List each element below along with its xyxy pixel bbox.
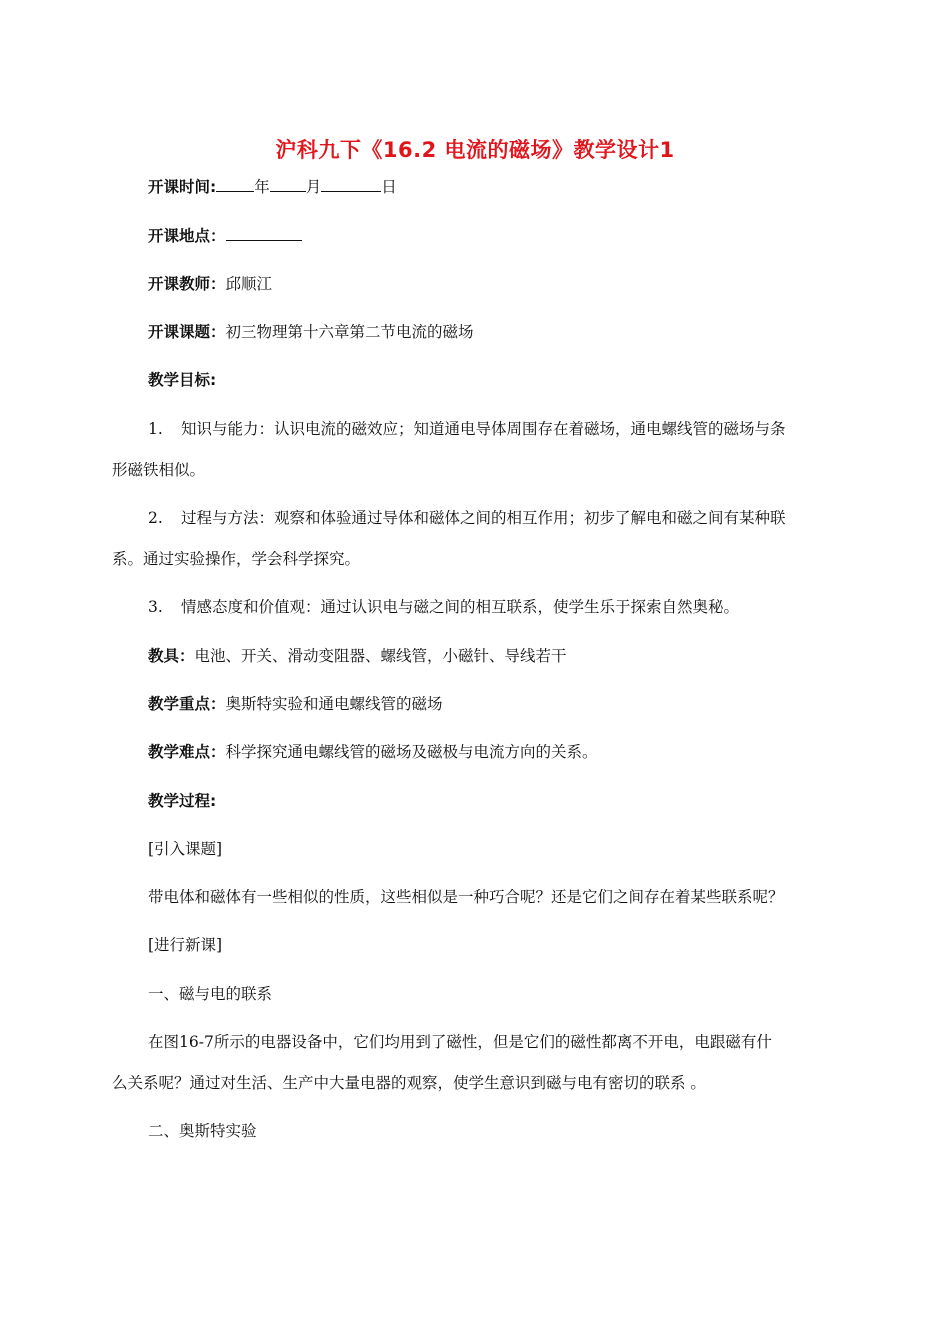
section-1-heading: 一、磁与电的联系 <box>148 985 273 1003</box>
goal-1-text: 知识与能力：认识电流的磁效应；知道通电导体周围存在着磁场，通电螺线管的磁场与条 <box>181 420 786 438</box>
key-label: 教学重点： <box>148 695 226 713</box>
goal-3-text: 情感态度和价值观：通过认识电与磁之间的相互联系，使学生乐于探索自然奥秘。 <box>181 598 740 616</box>
goal-3-line1 <box>148 597 739 617</box>
topic-line <box>148 322 474 342</box>
goal-2-text: 过程与方法：观察和体验通过导体和磁体之间的相互作用；初步了解电和磁之间有某种联 <box>181 509 786 527</box>
topic-label: 开课课题： <box>148 323 226 341</box>
tools-label: 教具： <box>148 647 195 665</box>
key-line <box>148 694 443 714</box>
year-text: 年 <box>254 178 270 196</box>
goals-heading <box>148 370 216 390</box>
goal-2-line1 <box>148 508 786 528</box>
teacher-value: 邱顺江 <box>225 275 273 293</box>
process-label: 教学过程: <box>148 792 217 810</box>
intro-heading: [引入课题] <box>148 840 223 858</box>
place-blank <box>226 226 302 241</box>
section-2-heading: 二、奥斯特实验 <box>148 1122 257 1140</box>
teacher-label: 开课教师： <box>148 275 226 293</box>
document-title: 沪科九下《16.2 电流的磁场》教学设计1 <box>275 138 675 162</box>
goal-1-line2: 形磁铁相似。 <box>112 461 206 479</box>
place-label: 开课地点： <box>148 227 226 245</box>
topic-value: 初三物理第十六章第二节电流的磁场 <box>225 323 474 341</box>
place-line <box>148 226 302 246</box>
process-heading <box>148 791 216 811</box>
intro-text: 带电体和磁体有一些相似的性质，这些相似是一种巧合呢？还是它们之间存在着某些联系呢？ <box>148 888 784 906</box>
goal-3-num: 3. <box>148 598 163 616</box>
month-text: 月 <box>305 178 322 196</box>
section-1-para-line2: 么关系呢？通过对生活、生产中大量电器的观察，使学生意识到磁与电有密切的联系 。 <box>112 1074 706 1092</box>
time-label: 开课时间: <box>148 178 217 196</box>
goal-2-line2: 系。通过实验操作，学会科学探究。 <box>112 550 361 568</box>
month-blank <box>270 177 306 192</box>
day-blank <box>321 177 381 192</box>
goal-1-num: 1. <box>148 420 163 438</box>
time-line <box>148 177 397 197</box>
goal-2-num: 2. <box>148 509 163 527</box>
goals-label: 教学目标: <box>148 371 217 389</box>
new-lesson-heading: [进行新课] <box>148 936 223 954</box>
day-text: 日 <box>381 178 397 196</box>
difficulty-line <box>148 742 598 762</box>
year-blank <box>216 177 254 192</box>
teacher-line <box>148 274 272 294</box>
key-value: 奥斯特实验和通电螺线管的磁场 <box>225 695 443 713</box>
tools-line <box>148 646 567 666</box>
section-1-para-line1: 在图16-7所示的电器设备中，它们均用到了磁性，但是它们的磁性都离不开电，电跟磁有什 <box>148 1033 772 1051</box>
goal-1-line1 <box>148 419 786 439</box>
difficulty-value: 科学探究通电螺线管的磁场及磁极与电流方向的关系。 <box>225 743 598 761</box>
tools-value: 电池、开关、滑动变阻器、螺线管，小磁针、导线若干 <box>194 647 567 665</box>
difficulty-label: 教学难点： <box>148 743 226 761</box>
